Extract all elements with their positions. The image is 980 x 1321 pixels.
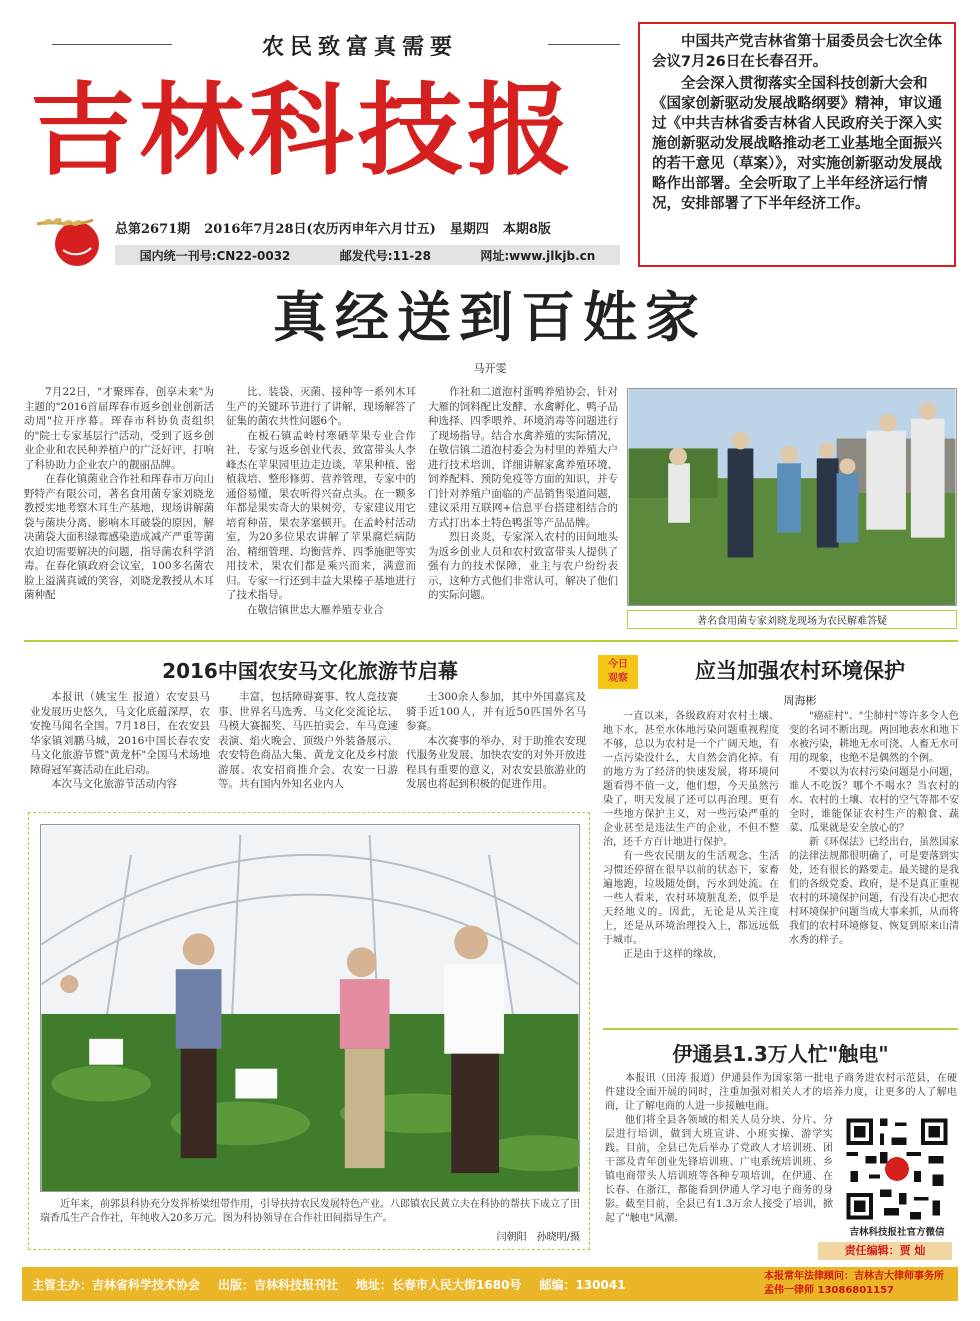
commentary-col2-p1: "癌症村"、"尘肺村"等许多令人色变的名词不断出现。两回地表水和地下水被污染，耕地无水可浇、人畜无水可用的现象，也绝不是偶然的个例。 [789,711,959,764]
horse-col3-p1: 士300余人参加，其中外国嘉宾及骑手近100人，并有近50匹国外名马参赛。 [406,691,586,732]
wheat-logo-icon [35,210,110,270]
commentary-col2-p3: 新《环保法》已经出台，虽然国家的法律法规都很明确了，可是要落到实处，还有很长的路要走。最关键的是我们的各级党委、政府，是不是真正重视农村的环境保护问题，有没有决心把农村环境保护问题当成大事来抓，从而将我们的农村环境修复、恢复到原来山清水秀的样子。 [789,837,959,946]
commentary-column-1 [603,710,779,1020]
masthead-slogan: 农民致富真需要 [261,35,458,60]
lead-col3-p2: 烈日炎炎，专家深入农村的田间地头为返乡创业人员和农村致富带头人提供了强有力的技术保障，业主与农户纷纷表示，这种方式他们非常认可，解决了他们的实际问题。 [428,531,618,601]
badge-line-2: 观察 [608,673,628,684]
top-news-p1: 中国共产党吉林省第十届委员会七次全体会议7月26日在长春召开。 [652,34,942,70]
greenhouse-photo-credit: 闫朝阳 孙晓明/摄 [496,1232,580,1243]
masthead-title: 吉林科技报 [30,71,576,189]
section-divider [24,640,958,642]
yitong-divider [603,1028,958,1030]
commentary-col2-p2: 不要以为农村污染问题是小问题，谁人不吃饭？哪个不喝水？当农村的水、农村的土壤、农村的空气等都不安全时，谁能保证农村生产的粮食、蔬菜、瓜果就是安全放心的？ [789,767,959,834]
lead-headline: 真经送到百姓家 [273,286,707,349]
yitong-body [605,1114,833,1264]
postal-code: 邮发代号:11-28 [339,248,431,263]
top-news-box [638,22,956,267]
horse-col2-p1: 丰富，包括障碍赛事、牧人竞技赛事、世界名马选秀、马文化交流论坛、马模大赛掘奖、马匹拍卖会、车马竞速表演、焰火晚会、顶级户外装备展示、农安特色商品大集、黄龙文化及乡村旅游展、农安招商推介会、农安一日游等。共有国内外知名业内人 [218,691,398,790]
lead-col2-p2: 在板石镇孟岭村寒硒苹果专业合作社，专家与返乡创业代表、致富带头人李峰杰在苹果园里边走边谈，苹果种植、密植栽培、整形修剪、营养管理，专家中的通俗易懂，果农听得兴奋点头。在一颗多年都是果实奇大的果树旁，专家建议用它培育种苗，果农茅塞顿开。在孟岭村活动室，为20多位果农讲解了苹果腐烂病防治、精细管理、均衡营养、四季施肥等实用技术，果农们都是乘兴而来，满意而归。专家一行还到丰益大果榛子基地进行了技术指导。 [226,429,416,601]
horse-column-1 [30,690,210,800]
footer-legal [764,1270,958,1298]
slogan-rule-right [548,44,620,45]
commentary-col1-p2: 有一些农民朋友的生活观念、生活习惯还停留在很早以前的状态下，家畜遍地跑，垃圾随处倒，污水到处流。在一些人看来，农村环境脏乱差，似乎是天经地义的。因此，无论是从关注度上，还是从环境治理投入上，都远远低于城市。 [603,851,779,946]
footer-legal-2: 孟伟一律师 13086801157 [764,1285,895,1296]
footer-address: 地址：长春市人民大街1680号 [356,1277,522,1292]
meta-bar [115,245,620,265]
horse-column-3 [406,690,586,800]
lead-col1-p2: 在春化镇菌业合作社和珲春市万向山野特产有限公司，著名食用菌专家刘晓龙教授实地考察木耳生产基地，现场讲解菌袋与菌块分离、影响木耳破袋的原因，解决菌袋大面积绿霉感染造成减产严重等菌农迫切需要解决的问题，指导菌农科学消毒。在春化镇政府会议室，100多名菌农脸上溢满真诚的笑容，刘晓龙教授从木耳菌种配 [24,473,214,601]
footer-bar [22,1267,958,1301]
yitong-body-p1: 他们将全县各领域的相关人员分块、分片、分层进行培训，做到大班宣讲、小班实操、游学实践。目前，全县已先后举办了党政人才培训班、团干部及青年创业先锋培训班、广电系统培训班、乡镇电商带头人培训班等各种专项培训，在伊通、在长春、在浙江，都能看到伊通人学习电子商务的身影。截至目前，全县已有1.3万余人接受了培训，掀起了"触电"风潮。 [605,1115,833,1224]
lead-column-2 [226,385,416,625]
lead-photo-caption: 著名食用菌专家刘晓龙现场为农民解难答疑 [627,610,957,629]
issue-pages: 本期8版 [502,222,551,237]
lead-column-1 [24,385,214,625]
horse-col1-p1: 本报讯（姚宝生 报道）农安县马业发展历史悠久，马文化底蕴深厚，农安挽马闻名全国。7月18日，在农安县华家镇刘鹏马城，2016中国长春农安马文化旅游节暨"黄龙杯"全国马术场地障碍冠军赛活动在此启动。 [30,691,210,776]
top-news-p2: 全会深入贯彻落实全国科技创新大会和《国家创新驱动发展战略纲要》精神，审议通过《中共吉林省委吉林省人民政府关于深入实施创新驱动发展战略推动老工业基地全面振兴的若干意见（草案）》，对实施创新驱动发展战略作出部署。全会听取了上半年经济运行情况，安排部署了下半年经济工作。 [652,76,942,212]
commentary-byline: 周海彬 [783,694,817,707]
badge-line-1: 今日 [608,659,628,670]
website-link[interactable]: 网址:www.jlkjb.cn [480,248,596,263]
commentary-col1-p1: 一直以来，各级政府对农村土壤、地下水，甚至水体地污染问题重视程度不够，总以为农村是一个广阔天地，有一点污染没什么，大自然会消化掉。有的地方为了经济的快速发展，将环境问题看得不值一文，他们想，今天虽然污染了，明天发展了还可以再治理。更有一些地方保护主义，对一些污染严重的企业甚至是违法生产的企业，不但不整治，还千方百计地进行保护。 [603,711,779,848]
greenhouse-caption: 近年来，前郭县科协充分发挥桥梁纽带作用，引导扶持农民发展特色产业。八郎镇农民黄立夫在科协的帮扶下成立了田瑞香瓜生产合作社，年纯收入20多万元。图为科协领导在合作社田间指导生产。 [40,1199,580,1224]
footer-sponsor: 主管主办：吉林省科学技术协会 [32,1277,201,1292]
footer-postcode: 邮编：130041 [539,1277,626,1292]
today-observe-badge [598,655,638,689]
cn-code: 国内统一刊号:CN22-0032 [139,248,291,263]
issue-date: 2016年7月28日(农历丙申年六月廿五) [204,222,436,237]
commentary-col1-p3: 正是由于这样的缘故， [623,949,723,960]
issue-line [115,218,615,237]
horse-col3-p2: 本次赛事的举办，对于助推农安现代服务业发展、加快农安的对外开放进程具有重要的意义，对农安县旅游业的发展也将起到积极的促进作用。 [406,734,586,790]
footer-legal-1: 本报常年法律顾问：吉林吉大律师事务所 [764,1271,944,1282]
horse-headline: 2016中国农安马文化旅游节启幕 [162,659,458,683]
issue-weekday: 星期四 [449,222,489,237]
footer-publisher: 出版：吉林科技报刊社 [218,1277,339,1292]
lead-photo-field-visit [627,388,957,606]
qr-label: 吉林科技报社官方微信 [849,1227,945,1238]
greenhouse-photo [40,824,580,1192]
horse-column-2 [218,690,398,800]
lead-col3-p1: 作社和二道泡村蛋鸭养殖协会，针对大雁的饲料配比发酵、水禽孵化、鸭子品种选择、四季喂养、环境消毒等问题进行了现场指导。结合水禽养殖的实际情况，在敬信镇二道泡村委会为村里的养殖大户进行技术培训，详细讲解家禽养殖环境、饲养配料、预防免疫等方面的知识，并专门针对养殖户面临的产品销售渠道问题，建议采用互联网+信息平台搭建相结合的方式打出本土特色鸭蛋等产品品牌。 [428,386,618,529]
lead-col1-p1: 7月22日，"才聚珲春，创享未来"为主题的"2016首届珲春市返乡创业创新活动周"拉开序幕。珲春市科协负责组织的"院士专家基层行"活动，受到了返乡创业企业和农民种养植户的广泛好评，打响了科协助力企业农户的靓丽品牌。 [24,386,214,471]
commentary-headline: 应当加强农村环境保护 [695,659,905,683]
yitong-lead-p1: 本报讯（田涛 报道）伊通县作为国家第一批电子商务进农村示范县，在硬件建设全面开展的同时，注重加强对相关人才的培养力度，让更多的人了解电商，让了解电商的人进一步接触电商。 [605,1073,957,1112]
wechat-qr-code[interactable] [843,1115,951,1223]
responsible-editor: 责任编辑：贾 灿 [818,1242,952,1260]
horse-col1-p2: 本次马文化旅游节活动内容 [51,778,177,790]
lead-col2-p1: 比、装袋、灭菌、接种等一系列木耳生产的关键环节进行了讲解，现场解答了征集的菌农共性问题6个。 [226,386,416,427]
commentary-column-2 [789,710,959,1020]
issue-number: 总第2671期 [115,222,191,237]
lead-byline: 马开雯 [473,362,507,375]
lead-col2-p3: 在敬信镇世忠大雁养殖专业合 [247,603,384,616]
yitong-lead [605,1072,957,1114]
lead-column-3 [428,385,618,625]
yitong-headline: 伊通县1.3万人忙"触电" [672,1042,889,1066]
